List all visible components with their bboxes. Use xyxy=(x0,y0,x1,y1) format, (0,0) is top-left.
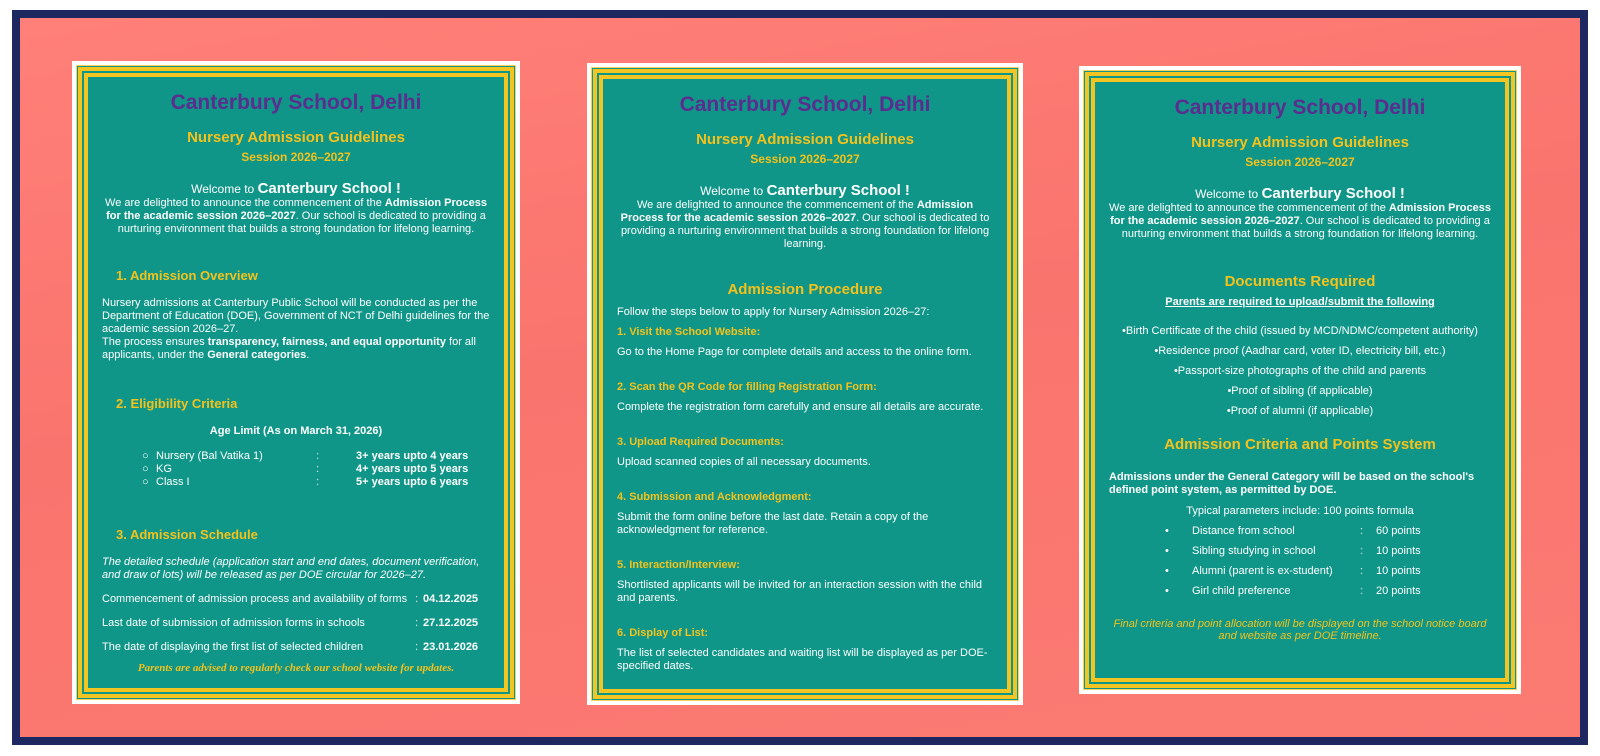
separator: : xyxy=(316,463,320,475)
documents-heading: Documents Required xyxy=(1224,273,1376,290)
procedure-step xyxy=(617,381,993,414)
intro-paragraph: We are delighted to announce the commencement of the Admission Process for the academic session 2026–2027. Our school is dedicated to providing a nurturing environment that builds a strong foundation for lifelong learning. xyxy=(1109,202,1491,240)
separator: : xyxy=(1360,585,1364,597)
eligibility-row xyxy=(142,450,490,463)
document-item: •Proof of sibling (if applicable) xyxy=(1227,385,1373,397)
age-range: 4+ years upto 5 years xyxy=(356,463,469,475)
step-text: Submit the form online before the last date. Retain a copy of the acknowledgment for reference. xyxy=(617,511,929,536)
age-limit-label: Age Limit (As on March 31, 2026) xyxy=(209,425,383,437)
procedure-steps xyxy=(617,326,993,673)
separator: : xyxy=(316,476,320,488)
schedule-date: 27.12.2025 xyxy=(423,617,479,629)
eligibility-heading: 2. Eligibility Criteria xyxy=(116,396,238,411)
intro-paragraph: We are delighted to announce the commencement of the Admission Process for the academic session 2026–2027. Our school is dedicated to providing a nurturing environment that builds a strong foundation for lifelong learning. xyxy=(105,197,487,235)
bullet-icon: ○ xyxy=(142,463,149,475)
bullet-icon: • xyxy=(1165,585,1169,597)
bullet-icon: • xyxy=(1165,565,1169,577)
guidelines-title: Nursery Admission Guidelines xyxy=(696,131,914,148)
separator: : xyxy=(415,641,419,653)
class-name: Class I xyxy=(156,476,190,488)
points-value: 20 points xyxy=(1376,585,1421,597)
bullet-icon: • xyxy=(1165,525,1169,537)
schedule-heading: 3. Admission Schedule xyxy=(116,527,258,542)
schedule-label: The date of displaying the first list of selected children xyxy=(102,641,364,653)
step-title: 3. Upload Required Documents: xyxy=(617,436,784,448)
age-range: 5+ years upto 6 years xyxy=(356,476,469,488)
school-name: Canterbury School, Delhi xyxy=(170,91,422,114)
criteria-heading: Admission Criteria and Points System xyxy=(1164,436,1436,453)
step-text: Shortlisted applicants will be invited for an interaction session with the child and parents. xyxy=(617,579,983,604)
poster-board xyxy=(20,18,1580,737)
procedure-step xyxy=(617,627,993,673)
schedule-list xyxy=(102,593,490,654)
welcome-line: Welcome to Canterbury School ! xyxy=(1195,185,1405,202)
document-item: •Residence proof (Aadhar card, voter ID, electricity bill, etc.) xyxy=(1154,345,1446,357)
schedule-row xyxy=(102,641,490,654)
document-item: •Birth Certificate of the child (issued by MCD/NDMC/competent authority) xyxy=(1122,325,1478,337)
typical-parameters: Typical parameters include: 100 points formula xyxy=(1186,505,1414,517)
guidelines-title: Nursery Admission Guidelines xyxy=(187,129,405,146)
procedure-step xyxy=(617,491,993,537)
schedule-row xyxy=(102,617,490,630)
document-item: •Proof of alumni (if applicable) xyxy=(1226,405,1374,417)
separator: : xyxy=(1360,525,1364,537)
parameter-name: Distance from school xyxy=(1192,525,1295,537)
criteria-statement: Admissions under the General Category will be based on the school's defined point system, as permitted by DOE. xyxy=(1109,471,1475,496)
points-row xyxy=(1109,545,1491,558)
age-range: 3+ years upto 4 years xyxy=(356,450,469,462)
welcome-line: Welcome to Canterbury School ! xyxy=(191,180,401,197)
step-title: 6. Display of List: xyxy=(617,627,709,639)
procedure-step xyxy=(617,436,993,469)
session-label: Session 2026–2027 xyxy=(1245,155,1355,169)
step-text: Complete the registration form carefully and ensure all details are accurate. xyxy=(617,401,984,413)
step-text: Upload scanned copies of all necessary documents. xyxy=(617,456,871,468)
intro-paragraph: We are delighted to announce the commencement of the Admission Process for the academic session 2026–2027. Our school is dedicated to providing a nurturing environment that builds a strong foundation for lifelong learning. xyxy=(620,199,990,250)
step-title: 1. Visit the School Website: xyxy=(617,326,761,338)
step-text: Go to the Home Page for complete details and access to the online form. xyxy=(617,346,972,358)
eligibility-list xyxy=(142,450,490,489)
procedure-step xyxy=(617,326,993,359)
points-value: 10 points xyxy=(1376,565,1421,577)
overview-heading: 1. Admission Overview xyxy=(116,268,258,283)
eligibility-row xyxy=(142,463,490,476)
guidelines-card-documents xyxy=(1079,66,1521,694)
step-title: 5. Interaction/Interview: xyxy=(617,559,740,571)
outer-frame xyxy=(12,10,1588,745)
step-title: 2. Scan the QR Code for filling Registration Form: xyxy=(617,381,877,393)
procedure-heading: Admission Procedure xyxy=(727,281,883,298)
procedure-intro: Follow the steps below to apply for Nursery Admission 2026–27: xyxy=(617,306,930,318)
school-name: Canterbury School, Delhi xyxy=(1174,96,1426,119)
documents-list xyxy=(1109,325,1491,418)
bullet-icon: • xyxy=(1165,545,1169,557)
parameter-name: Sibling studying in school xyxy=(1192,545,1316,557)
separator: : xyxy=(1360,545,1364,557)
schedule-date: 23.01.2026 xyxy=(423,641,479,653)
schedule-note: The detailed schedule (application start and end dates, document verification, and draw of lots) will be released as per DOE circular for 2026–27. xyxy=(102,556,480,581)
separator: : xyxy=(415,593,419,605)
separator: : xyxy=(415,617,419,629)
schedule-label: Commencement of admission process and availability of forms xyxy=(102,593,408,605)
final-note: Final criteria and point allocation will be displayed on the school notice board and website as per DOE timeline. xyxy=(1113,618,1487,642)
session-label: Session 2026–2027 xyxy=(750,152,860,166)
points-value: 10 points xyxy=(1376,545,1421,557)
step-text: The list of selected candidates and waiting list will be displayed as per DOE-specified dates. xyxy=(617,647,988,672)
schedule-label: Last date of submission of admission forms in schools xyxy=(102,617,365,629)
class-name: KG xyxy=(156,463,172,475)
procedure-step xyxy=(617,559,993,605)
points-table xyxy=(1109,525,1491,598)
parameter-name: Girl child preference xyxy=(1192,585,1291,597)
schedule-date: 04.12.2025 xyxy=(423,593,479,605)
eligibility-row xyxy=(142,476,490,489)
points-row xyxy=(1109,525,1491,538)
guidelines-title: Nursery Admission Guidelines xyxy=(1191,134,1409,151)
session-label: Session 2026–2027 xyxy=(241,150,351,164)
documents-subheading: Parents are required to upload/submit the following xyxy=(1165,296,1435,308)
guidelines-card-overview xyxy=(72,61,520,704)
document-item: •Passport-size photographs of the child and parents xyxy=(1173,365,1427,377)
schedule-row xyxy=(102,593,490,606)
footer-note: Parents are advised to regularly check our school website for updates. xyxy=(137,662,455,674)
bullet-icon: ○ xyxy=(142,450,149,462)
points-row xyxy=(1109,585,1491,598)
class-name: Nursery (Bal Vatika 1) xyxy=(156,450,263,462)
overview-paragraph: Nursery admissions at Canterbury Public School will be conducted as per the Department of Education (DOE), Government of NCT of Delhi guidelines for the academic session 2026–27. The process ensures transparency, fairness, and equal opportunity for all applicants, under the General categories. xyxy=(102,297,490,361)
separator: : xyxy=(1360,565,1364,577)
bullet-icon: ○ xyxy=(142,476,149,488)
parameter-name: Alumni (parent is ex-student) xyxy=(1192,565,1333,577)
welcome-line: Welcome to Canterbury School ! xyxy=(700,182,910,199)
step-title: 4. Submission and Acknowledgment: xyxy=(617,491,812,503)
points-value: 60 points xyxy=(1376,525,1421,537)
school-name: Canterbury School, Delhi xyxy=(679,93,931,116)
points-row xyxy=(1109,565,1491,578)
guidelines-card-procedure xyxy=(587,63,1023,705)
separator: : xyxy=(316,450,320,462)
